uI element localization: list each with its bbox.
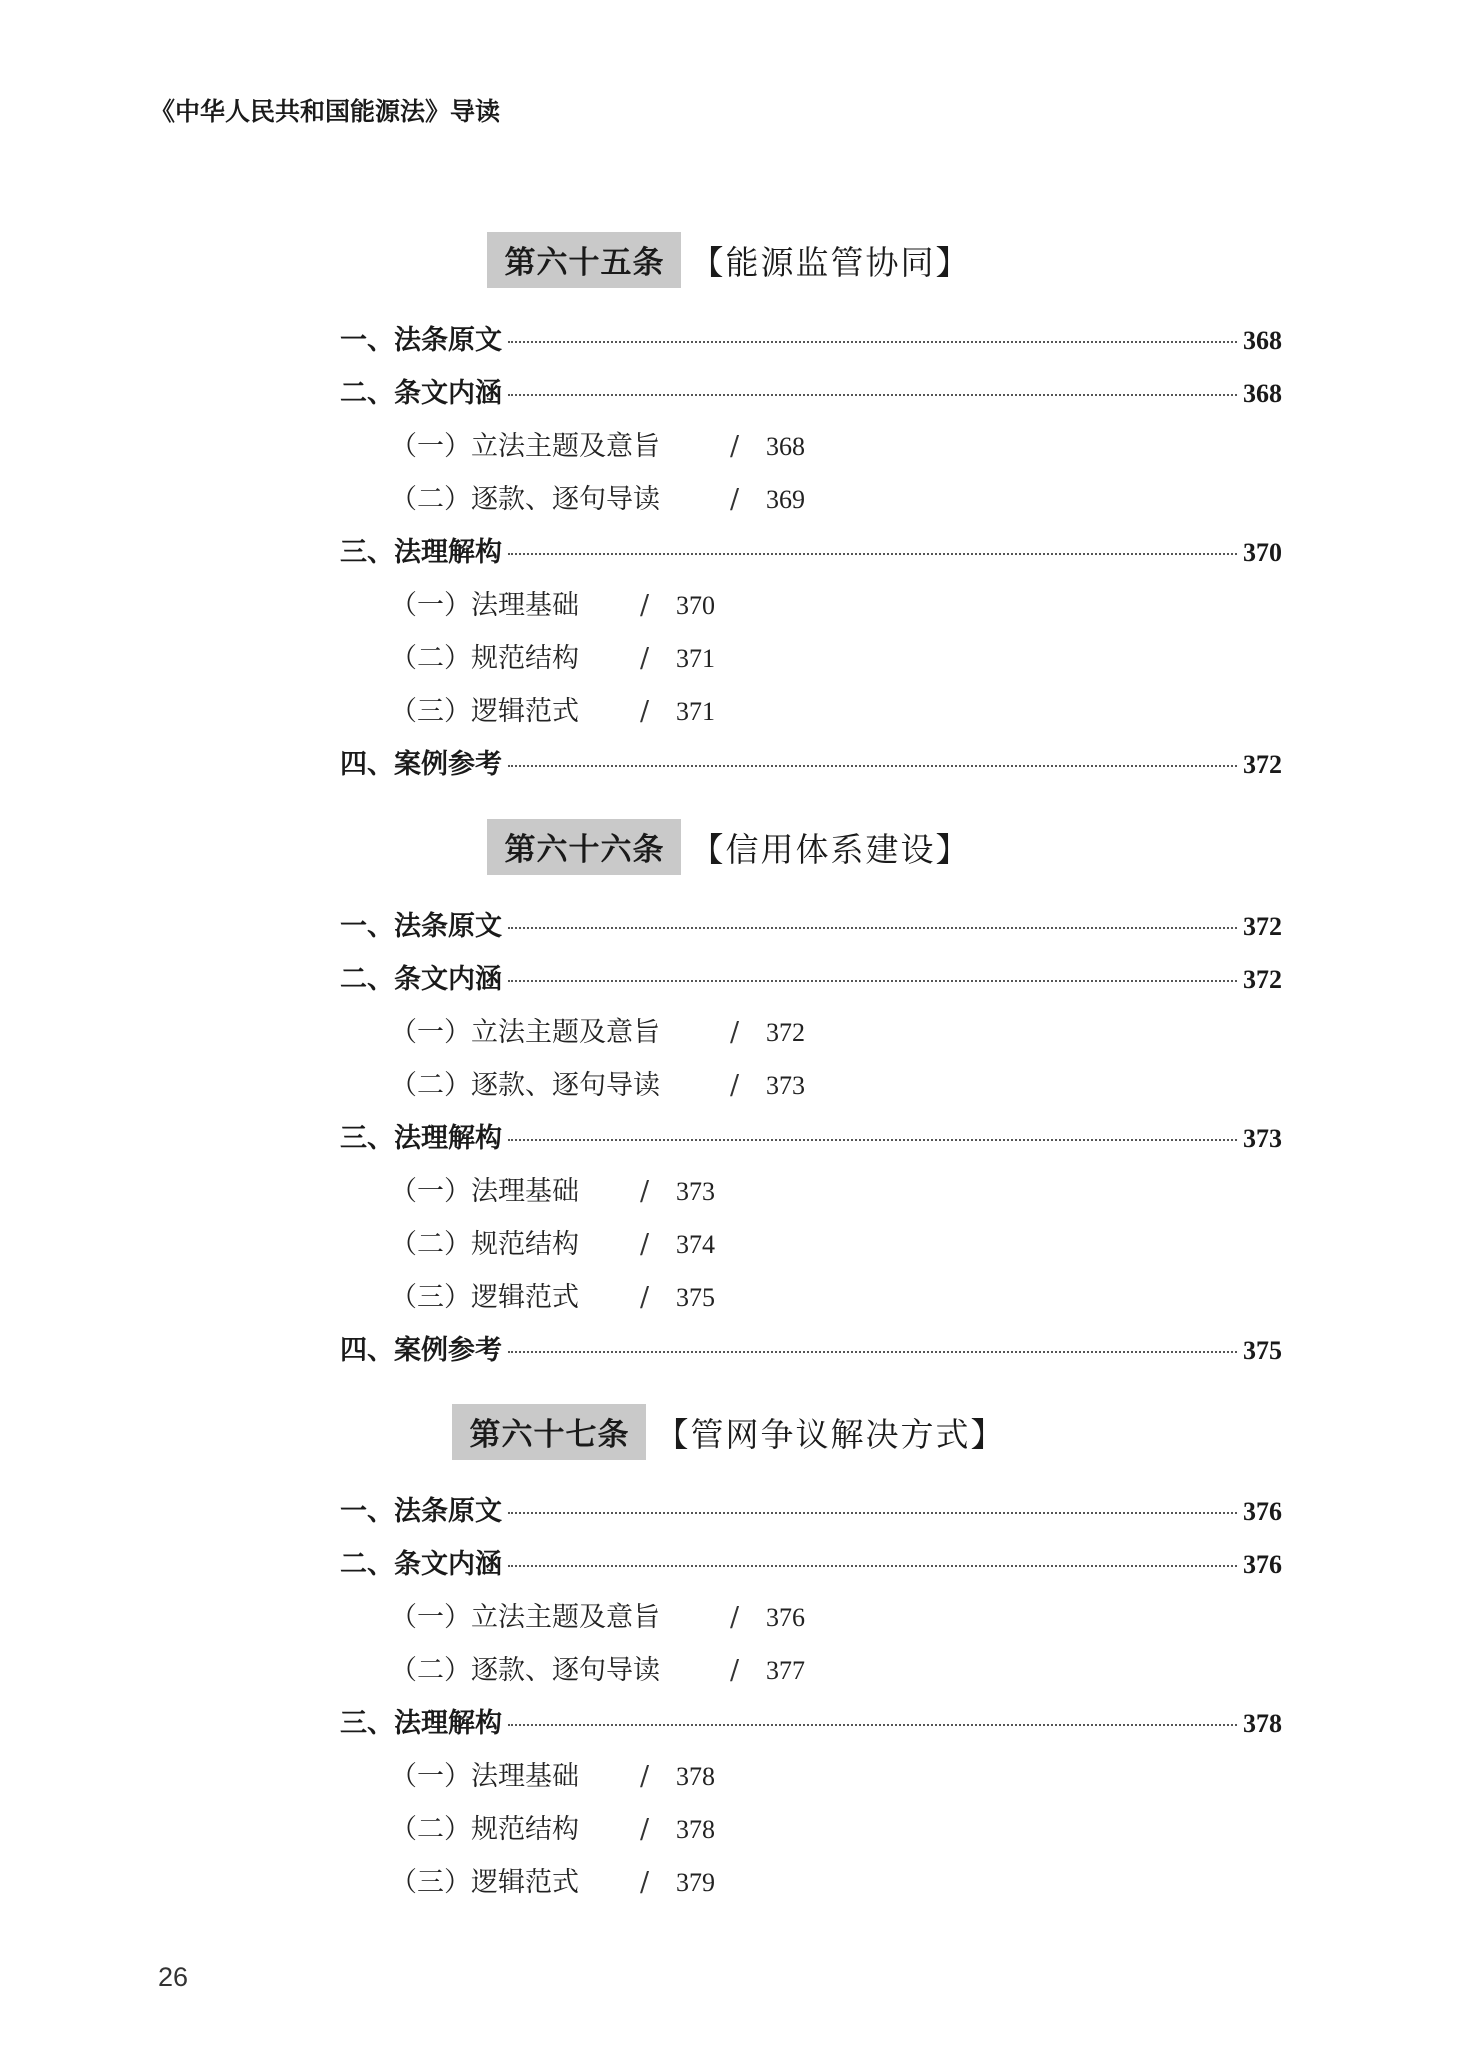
toc-subentry-label: （一）立法主题及意旨 <box>390 431 660 462</box>
toc-subentry-page: 373 <box>766 1071 805 1100</box>
dot-leader <box>508 927 1237 929</box>
toc-entry-label: 三、法理解构 <box>340 1708 502 1739</box>
toc-entry[interactable] <box>340 318 1282 357</box>
toc-subentry[interactable] <box>390 1010 805 1049</box>
toc-entry[interactable] <box>340 530 1282 569</box>
toc-separator: / <box>730 1070 740 1101</box>
toc-subentry-label: （一）立法主题及意旨 <box>390 1017 660 1048</box>
toc-subentry-label: （一）法理基础 <box>390 1761 579 1792</box>
toc-subentry-label: （二）规范结构 <box>390 1814 579 1845</box>
toc-entry[interactable] <box>340 957 1282 996</box>
toc-separator: / <box>730 1602 740 1633</box>
dot-leader <box>508 394 1237 396</box>
toc-separator: / <box>730 1017 740 1048</box>
article-title: 【管网争议解决方式】 <box>655 1414 1006 1454</box>
dot-leader <box>508 341 1237 343</box>
toc-subentry-label: （二）规范结构 <box>390 1229 579 1260</box>
article-heading <box>0 232 1457 284</box>
dot-leader <box>508 765 1237 767</box>
toc-subentry-label: （二）逐款、逐句导读 <box>390 1070 660 1101</box>
toc-subentry-label: （一）立法主题及意旨 <box>390 1602 660 1633</box>
toc-subentry-page: 379 <box>676 1868 715 1897</box>
toc-subentry[interactable] <box>390 477 805 516</box>
toc-subentry-page: 378 <box>676 1815 715 1844</box>
toc-separator: / <box>640 1282 650 1313</box>
toc-entry-page: 372 <box>1243 750 1282 779</box>
toc-separator: / <box>730 1655 740 1686</box>
toc-entry-page: 372 <box>1243 912 1282 941</box>
dot-leader <box>508 980 1237 982</box>
toc-subentry[interactable] <box>390 424 805 463</box>
article-number: 第六十七条 <box>452 1404 646 1460</box>
toc-entry[interactable] <box>340 904 1282 943</box>
article-title: 【信用体系建设】 <box>690 829 971 869</box>
toc-separator: / <box>640 643 650 674</box>
toc-entry-label: 三、法理解构 <box>340 537 502 568</box>
toc-entry[interactable] <box>340 371 1282 410</box>
toc-entry[interactable] <box>340 1328 1282 1367</box>
toc-entry[interactable] <box>340 742 1282 781</box>
toc-separator: / <box>640 1176 650 1207</box>
toc-subentry[interactable] <box>390 1169 715 1208</box>
toc-entry-label: 一、法条原文 <box>340 1496 502 1527</box>
toc-subentry-label: （二）逐款、逐句导读 <box>390 484 660 515</box>
dot-leader <box>508 1351 1237 1353</box>
toc-separator: / <box>730 484 740 515</box>
toc-subentry-page: 370 <box>676 591 715 620</box>
toc-entry[interactable] <box>340 1701 1282 1740</box>
toc-subentry-label: （三）逻辑范式 <box>390 1282 579 1313</box>
article-title: 【能源监管协同】 <box>690 242 971 282</box>
toc-subentry-page: 368 <box>766 432 805 461</box>
toc-subentry-label: （一）法理基础 <box>390 590 579 621</box>
dot-leader <box>508 1512 1237 1514</box>
toc-separator: / <box>640 1229 650 1260</box>
toc-subentry-page: 372 <box>766 1018 805 1047</box>
toc-subentry-page: 376 <box>766 1603 805 1632</box>
toc-entry-page: 370 <box>1243 538 1282 567</box>
toc-subentry[interactable] <box>390 583 715 622</box>
toc-subentry[interactable] <box>390 1807 715 1846</box>
toc-entry-label: 二、条文内涵 <box>340 964 502 995</box>
dot-leader <box>508 1139 1237 1141</box>
toc-separator: / <box>640 1761 650 1792</box>
dot-leader <box>508 1565 1237 1567</box>
toc-subentry-page: 373 <box>676 1177 715 1206</box>
article-number: 第六十六条 <box>487 819 681 875</box>
toc-entry-page: 368 <box>1243 326 1282 355</box>
toc-entry-label: 二、条文内涵 <box>340 378 502 409</box>
toc-entry-label: 一、法条原文 <box>340 325 502 356</box>
dot-leader <box>508 553 1237 555</box>
toc-entry-page: 376 <box>1243 1550 1282 1579</box>
toc-subentry-label: （三）逻辑范式 <box>390 1867 579 1898</box>
toc-subentry[interactable] <box>390 636 715 675</box>
article-heading <box>0 1404 1457 1456</box>
toc-subentry-page: 374 <box>676 1230 715 1259</box>
toc-separator: / <box>640 1867 650 1898</box>
toc-subentry-label: （二）逐款、逐句导读 <box>390 1655 660 1686</box>
toc-subentry-page: 377 <box>766 1656 805 1685</box>
toc-separator: / <box>640 590 650 621</box>
toc-entry-label: 一、法条原文 <box>340 911 502 942</box>
toc-separator: / <box>730 431 740 462</box>
article-heading <box>0 819 1457 871</box>
toc-subentry-page: 369 <box>766 485 805 514</box>
toc-entry-label: 四、案例参考 <box>340 749 502 780</box>
toc-entry[interactable] <box>340 1489 1282 1528</box>
toc-subentry-label: （二）规范结构 <box>390 643 579 674</box>
toc-separator: / <box>640 696 650 727</box>
toc-subentry[interactable] <box>390 1595 805 1634</box>
toc-subentry-label: （一）法理基础 <box>390 1176 579 1207</box>
dot-leader <box>508 1724 1237 1726</box>
page-number: 26 <box>158 1962 189 1992</box>
toc-subentry[interactable] <box>390 1222 715 1261</box>
toc-entry[interactable] <box>340 1116 1282 1155</box>
toc-entry-label: 二、条文内涵 <box>340 1549 502 1580</box>
toc-entry[interactable] <box>340 1542 1282 1581</box>
article-number: 第六十五条 <box>487 232 681 288</box>
toc-subentry[interactable] <box>390 1754 715 1793</box>
toc-entry-page: 368 <box>1243 379 1282 408</box>
toc-entry-page: 373 <box>1243 1124 1282 1153</box>
toc-subentry[interactable] <box>390 1275 715 1314</box>
toc-entry-label: 四、案例参考 <box>340 1335 502 1366</box>
toc-subentry[interactable] <box>390 1648 805 1687</box>
toc-entry-label: 三、法理解构 <box>340 1123 502 1154</box>
toc-subentry-label: （三）逻辑范式 <box>390 696 579 727</box>
toc-separator: / <box>640 1814 650 1845</box>
running-head: 《中华人民共和国能源法》导读 <box>150 97 501 126</box>
toc-subentry-page: 378 <box>676 1762 715 1791</box>
toc-subentry-page: 371 <box>676 697 715 726</box>
toc-entry-page: 378 <box>1243 1709 1282 1738</box>
toc-entry-page: 375 <box>1243 1336 1282 1365</box>
toc-subentry[interactable] <box>390 1860 715 1899</box>
toc-subentry[interactable] <box>390 689 715 728</box>
toc-subentry-page: 371 <box>676 644 715 673</box>
toc-entry-page: 376 <box>1243 1497 1282 1526</box>
toc-subentry[interactable] <box>390 1063 805 1102</box>
toc-entry-page: 372 <box>1243 965 1282 994</box>
toc-subentry-page: 375 <box>676 1283 715 1312</box>
